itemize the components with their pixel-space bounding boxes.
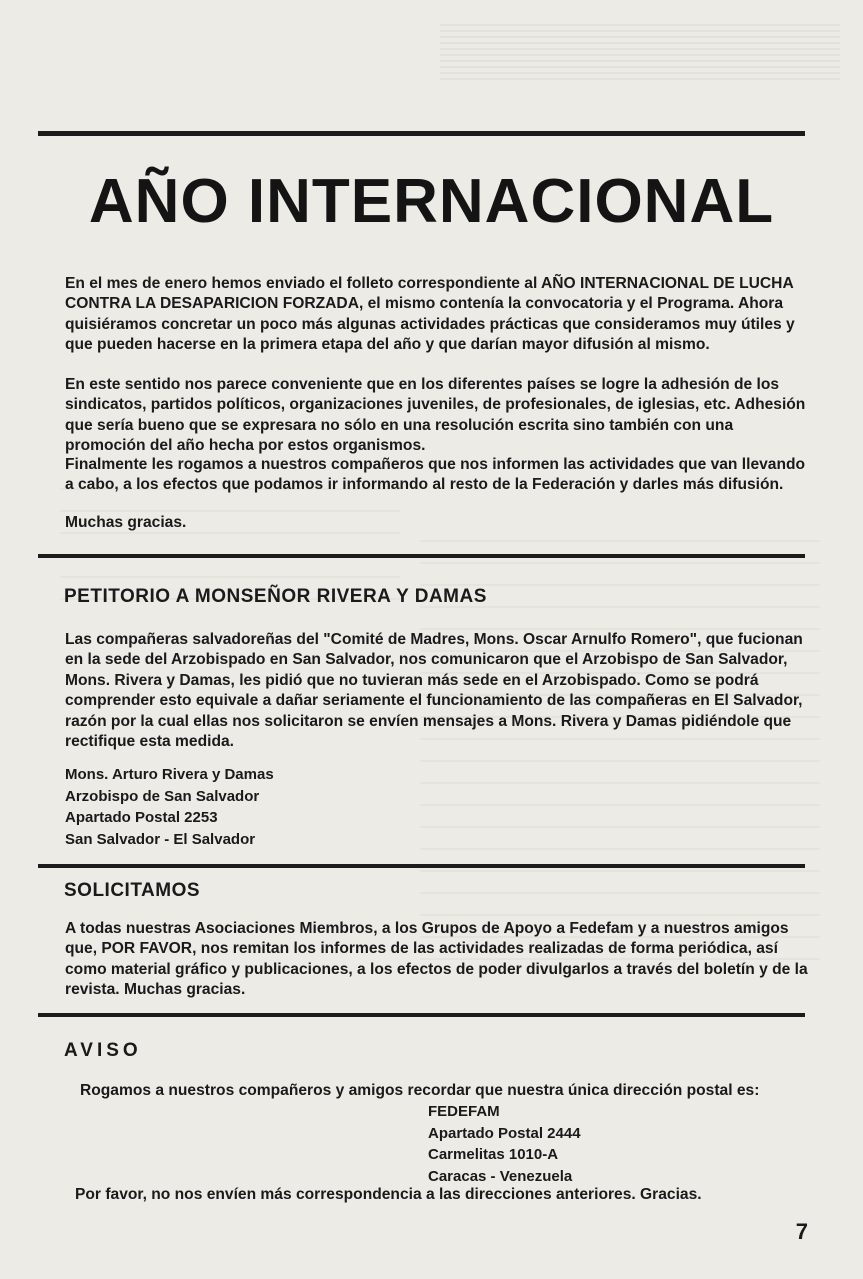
solicitamos-heading: SOLICITAMOS [64,880,201,901]
intro-paragraph-2: En este sentido nos parece conveniente que en los diferentes países se logre la adhesión de los sindicatos, partidos políticos, organizaciones juveniles, de profesionales, de iglesias, etc. Adhesión que sería bueno que se expresara no sólo en una resolución escrita sino también con una promoción del año hecha por estos organismos. [65,376,806,455]
address-line: FEDEFAM [428,1103,500,1120]
petitorio-heading: PETITORIO A MONSEÑOR RIVERA Y DAMAS [64,586,487,607]
address-line: Carmelitas 1010-A [428,1146,559,1163]
petitorio-body: Las compañeras salvadoreñas del "Comité de Madres, Mons. Oscar Arnulfo Romero", que fucionan en la sede del Arzobispado en San Salvador, nos comunicaron que el Arzobispo de San Salvador, Mons. Rivera y Damas, les pidió que no tuvieran más sede en el Arzobispado. Como se podrá comprender esto equivale a dañar seriamente el funcionamiento de las compañeras en El Salvador, razón por la cual ellas nos solicitaron se envíen mensajes a Mons. Rivera y Damas pidiéndole que rectifique esta medida. [65,631,803,751]
fedefam-address [428,1101,581,1187]
solicitamos-body: A todas nuestras Asociaciones Miembros, a los Grupos de Apoyo a Fedefam y a nuestros amigos que, POR FAVOR, nos remitan los informes de las actividades realizadas de forma periódica, así como material gráfico y publicaciones, a los efectos de poder divulgarlos a través del boletín y de la revista. Muchas gracias. [65,920,808,999]
page-number: 7 [795,1219,808,1244]
top-rule [38,131,805,136]
petitorio-address [65,764,274,850]
aviso-heading: AVISO [64,1040,142,1061]
section-divider [38,554,805,558]
page-title: AÑO INTERNACIONAL [88,167,775,236]
intro-paragraph-3: Finalmente les rogamos a nuestros compañeros que nos informen las actividades que van llevando a cabo, a los efectos que podamos ir informando al resto de la Federación y darles más difusión. [65,456,806,494]
intro-paragraph-1: En el mes de enero hemos enviado el folleto correspondiente al AÑO INTERNACIONAL DE LUCHA CONTRA LA DESAPARICION FORZADA, el mismo contenía la convocatoria y el Programa. Ahora quisiéramos concretar un poco más algunas actividades prácticas que consideramos muy útiles y que pueden hacerse en la primera etapa del año y que darían mayor difusión al mismo. [65,275,795,354]
bleed-through-texture [440,20,840,80]
aviso-body: Rogamos a nuestros compañeros y amigos recordar que nuestra única dirección postal es: [80,1082,760,1099]
address-line: San Salvador - El Salvador [65,830,256,848]
address-line: Caracas - Venezuela [428,1167,573,1185]
address-line: Arzobispo de San Salvador [65,787,260,805]
address-line: Mons. Arturo Rivera y Damas [65,766,274,783]
bleed-through-texture [60,480,400,600]
address-line: Apartado Postal 2253 [65,809,218,826]
address-line: Apartado Postal 2444 [428,1124,581,1142]
section-divider [38,1013,805,1017]
aviso-closing: Por favor, no nos envíen más correspondencia a las direcciones anteriores. Gracias. [75,1186,702,1203]
section-divider [38,864,805,868]
intro-paragraph-4: Muchas gracias. [65,514,187,531]
